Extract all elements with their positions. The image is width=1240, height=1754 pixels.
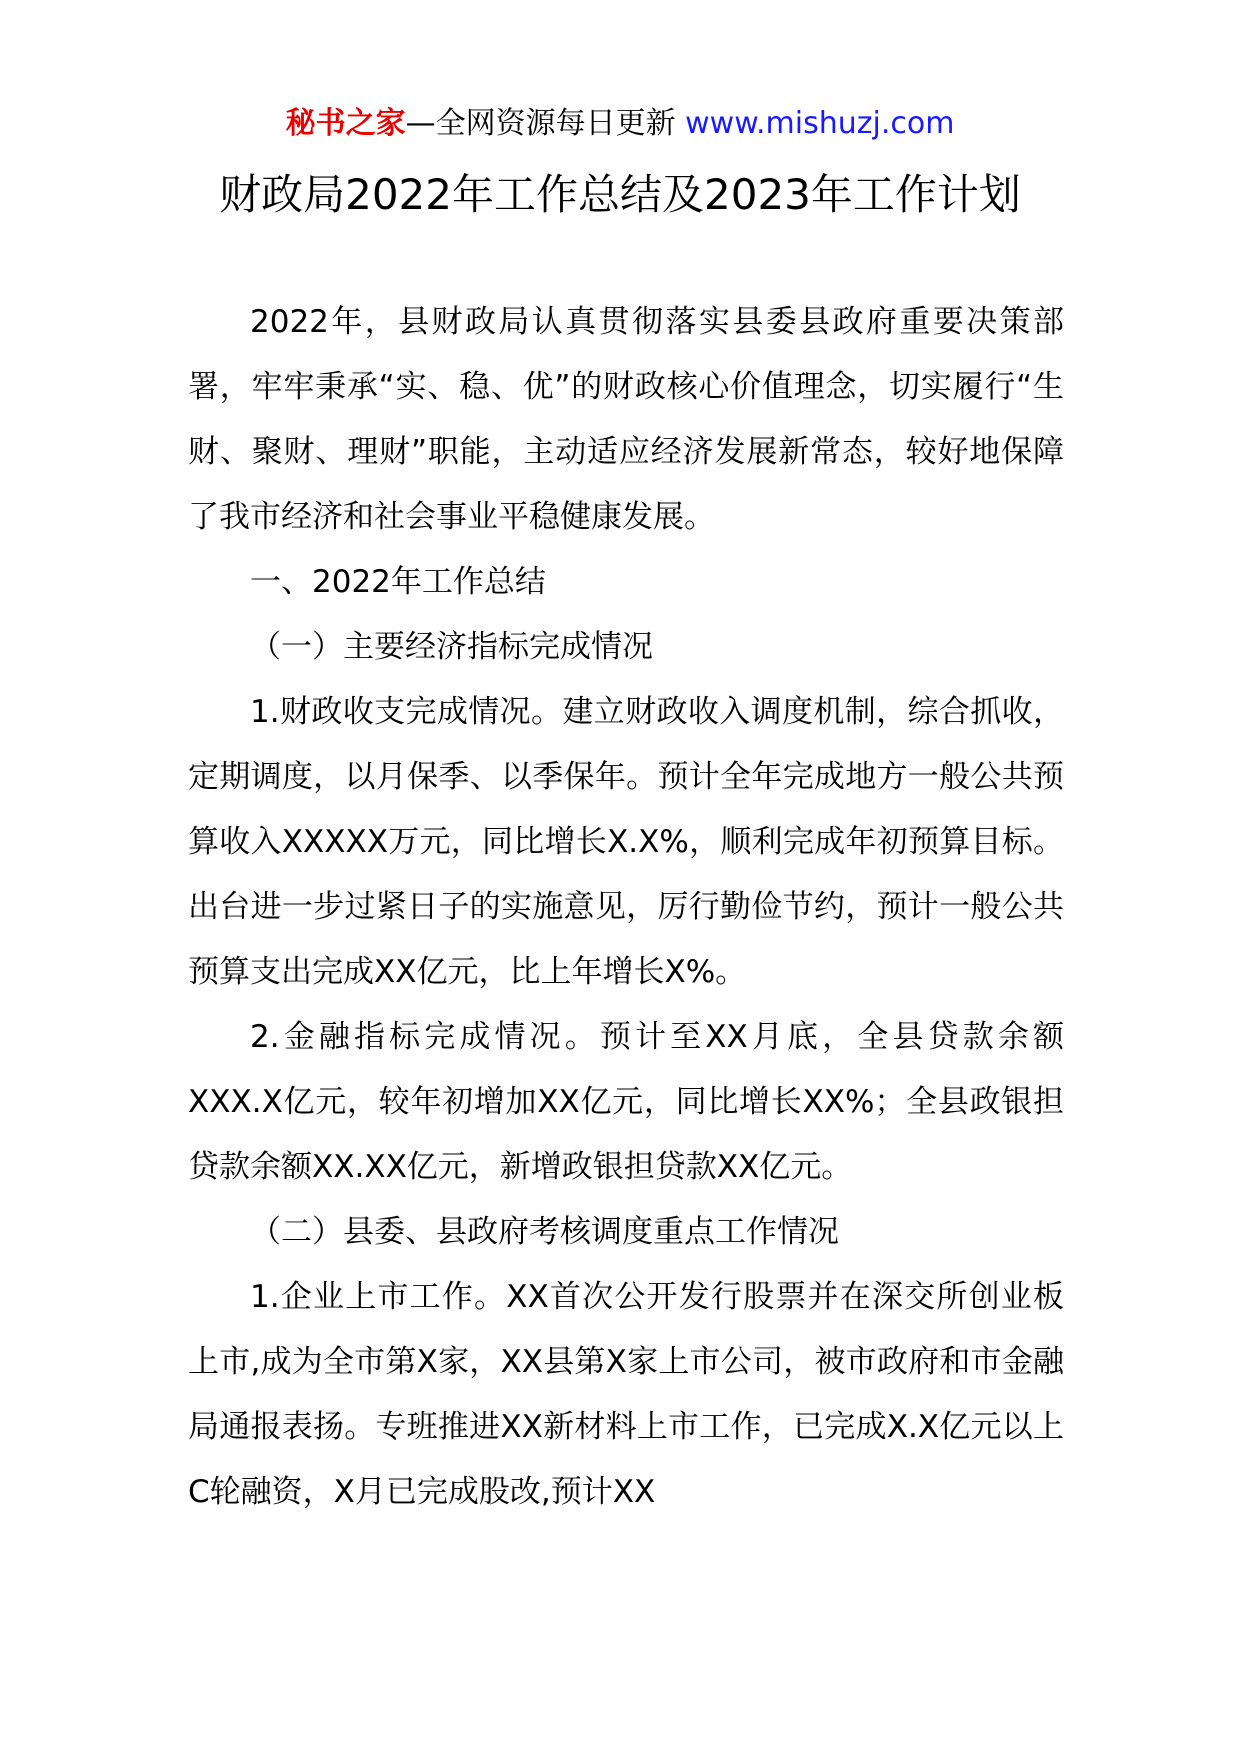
document-title: 财政局2022年工作总结及2023年工作计划 <box>219 170 1021 219</box>
paragraph-listing: 1.企业上市工作。XX首次公开发行股票并在深交所创业板上市,成为全市第X家，XX县第X家上市公司，被市政府和市金融局通报表扬。专班推进XX新材料上市工作，已完成X.X亿元以上C轮融资，X月已完成股改,预计XX <box>188 1279 1064 1510</box>
heading-subsection-1: （一）主要经济指标完成情况 <box>250 629 653 665</box>
header-tagline: —全网资源每日更新 <box>405 106 676 141</box>
document-body <box>188 290 1064 1525</box>
brand-name: 秘书之家 <box>285 106 406 141</box>
paragraph-finance: 2.金融指标完成情况。预计至XX月底，全县贷款余额XXX.X亿元，较年初增加XX亿元，同比增长XX%；全县政银担贷款余额XX.XX亿元，新增政银担贷款XX亿元。 <box>188 1019 1064 1185</box>
site-link[interactable]: www.mishuzj.com <box>685 106 955 141</box>
site-header <box>0 100 1240 148</box>
paragraph-fiscal: 1.财政收支完成情况。建立财政收入调度机制，综合抓收，定期调度，以月保季、以季保年。预计全年完成地方一般公共预算收入XXXXX万元，同比增长X.X%，顺利完成年初预算目标。出台进一步过紧日子的实施意见，厉行勤俭节约，预计一般公共预算支出完成XX亿元，比上年增长X%。 <box>188 694 1064 990</box>
heading-section-1: 一、2022年工作总结 <box>250 564 546 600</box>
paragraph-intro: 2022年，县财政局认真贯彻落实县委县政府重要决策部署，牢牢秉承“实、稳、优”的财政核心价值理念，切实履行“生财、聚财、理财”职能，主动适应经济发展新常态，较好地保障了我市经济和社会事业平稳健康发展。 <box>188 304 1064 535</box>
heading-subsection-2: （二）县委、县政府考核调度重点工作情况 <box>250 1214 839 1250</box>
